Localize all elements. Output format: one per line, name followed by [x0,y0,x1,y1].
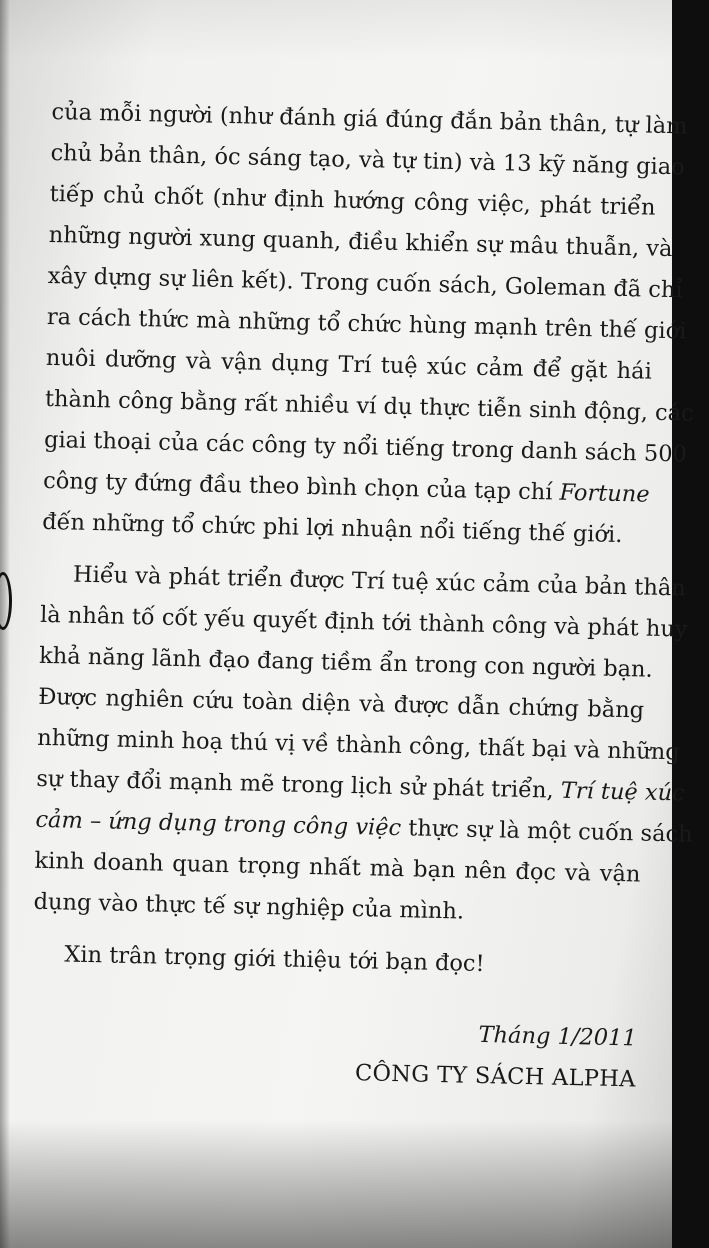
text-run: thực sự là một cuốn sách [400,815,693,848]
text-line: là nhân tố cốt yếu quyết định tới thành công và phát huy [39,601,688,643]
text-line: đến những tổ chức phi lợi nhuận nổi tiếng thế giới. [41,508,623,549]
text-line: khả năng lãnh đạo đang tiềm ẩn trong con người bạn. [38,642,654,683]
text-line: tiếp chủ chốt (như định hướng công việc, phát triển [49,180,656,221]
text-run: sự thay đổi mạnh mẽ trong lịch sử phát triển, [36,765,562,804]
text-line: Được nghiên cứu toàn diện và được dẫn chứng bằng [37,683,645,724]
magazine-name: Fortune [559,479,650,508]
text-line: Xin trân trọng giới thiệu tới bạn đọc! [64,941,485,978]
paragraph-1 [41,92,694,557]
book-title-part-1: Trí tuệ xúc [560,777,686,807]
page-bottom-shading [0,1120,672,1248]
text-line: xây dựng sự liên kết). Trong cuốn sách, Goleman đã chỉ [47,262,683,304]
text-line: giai thoại của các công ty nổi tiếng trong danh sách 500 [43,426,688,468]
text-line: dụng vào thực tế sự nghiệp của mình. [33,888,465,925]
text-line: những minh hoạ thú vị về thành công, thất bại và những [37,724,680,766]
signature-company: CÔNG TY SÁCH ALPHA [354,1060,637,1093]
text-line: của mỗi người (như đánh giá đúng đắn bản thân, tự làm [51,98,688,140]
binding-mark [0,572,12,630]
paragraph-2 [33,554,693,937]
text-line: chủ bản thân, óc sáng tạo, và tự tin) và 13 kỹ năng giao [50,139,685,181]
text-line: những người xung quanh, điều khiển sự mâu thuẫn, và [48,221,673,263]
text-line: Hiểu và phát triển được Trí tuệ xúc cảm của bản thân [72,561,687,602]
page-text [29,92,694,1100]
text-line: kinh doanh quan trọng nhất mà bạn nên đọc và vận [34,847,641,888]
text-line: ra cách thức mà những tổ chức hùng mạnh trên thế giới [46,303,687,345]
page-top-shading [0,0,672,60]
text-run: công ty đứng đầu theo bình chọn của tạp chí [42,467,560,506]
signature-date: Tháng 1/2011 [478,1021,637,1052]
text-line: nuôi dưỡng và vận dụng Trí tuệ xúc cảm để gặt hái [45,344,653,385]
book-title-part-2: cảm – ứng dụng trong công việc [35,806,402,842]
text-line: thành công bằng rất nhiều ví dụ thực tiễn sinh động, các [44,385,694,427]
